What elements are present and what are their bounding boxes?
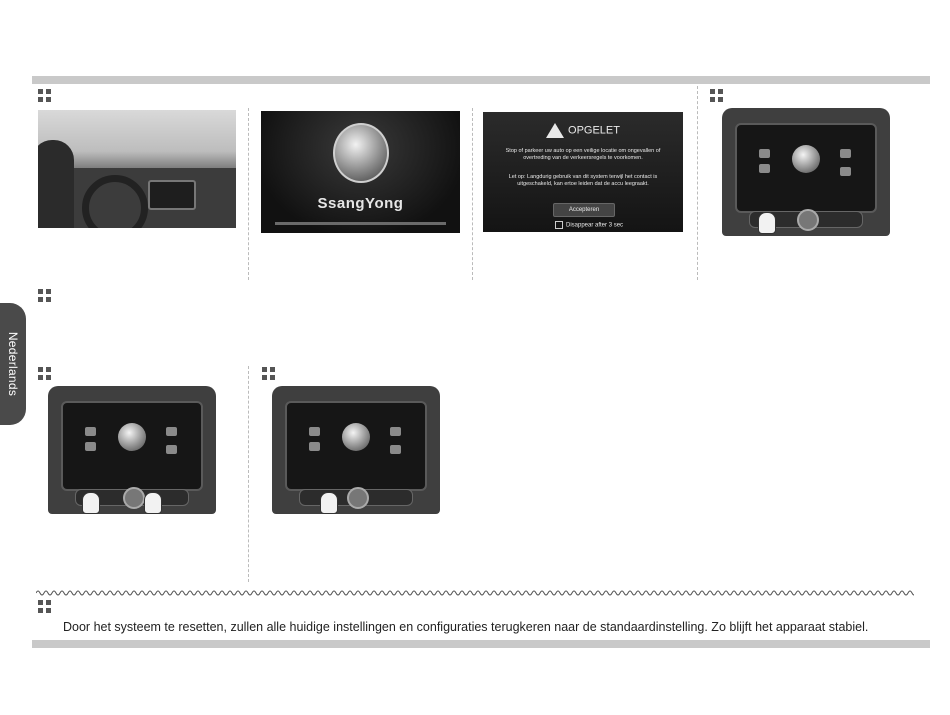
wavy-divider [36,589,914,597]
warning-icon [546,123,564,138]
column-divider [472,108,473,280]
column-divider [697,86,698,280]
checkbox-label: Disappear after 3 sec [566,222,624,229]
pointing-hand-icon [758,212,776,234]
section-icon [262,367,275,380]
ssangyong-emblem-icon [333,123,389,183]
warning-text-2: Let op: Langdurig gebruik van dit system terwijl het contact is uitgeschakeld, kan ertoe leiden dat de accu leegraakt. [508,174,658,187]
warning-heading [483,123,683,138]
disappear-checkbox[interactable] [555,221,623,229]
reset-note: Door het systeem te resetten, zullen alle huidige instellingen en configuraties terugkeren naar de standaardinstelling. Zo blijft het apparaat stabiel. [63,620,869,634]
accept-button[interactable]: Accepteren [553,203,615,217]
warning-text-1: Stop of parkeer uw auto op een veilige locatie om ongevallen of overtreding van de verkeersregels te voorkomen. [505,148,661,161]
head-unit-image [722,108,890,236]
car-interior-image [38,110,236,228]
section-icon [38,600,51,613]
section-icon [38,367,51,380]
pointing-hand-icon [320,492,338,514]
checkbox-icon [555,221,563,229]
pointing-hand-icon [144,492,162,514]
bottom-rule [32,640,930,648]
language-tab[interactable] [0,303,26,425]
section-icon [38,289,51,302]
head-unit-image [48,386,216,514]
column-divider [248,108,249,280]
section-icon [38,89,51,102]
language-tab-label: Nederlands [6,331,20,397]
top-rule [32,76,930,84]
column-divider [248,366,249,582]
head-unit-image [272,386,440,514]
warning-title: OPGELET [568,124,620,137]
warning-screen [483,112,683,232]
boot-logo-screen [261,111,460,233]
pointing-hand-icon [82,492,100,514]
brand-wordmark: SsangYong [317,195,404,212]
boot-progress-bar [275,222,446,225]
section-icon [710,89,723,102]
